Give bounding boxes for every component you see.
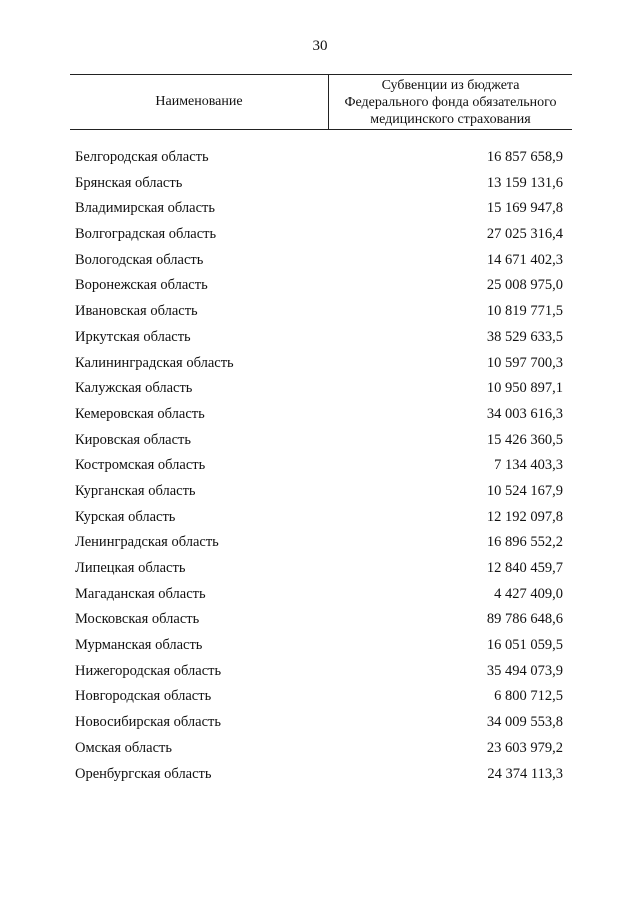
table-row: [0, 762, 640, 788]
subvention-amount: 35 494 073,9: [486, 662, 563, 679]
region-name: Курская область: [75, 508, 176, 525]
table-row: [0, 222, 640, 248]
subvention-amount: 10 950 897,1: [486, 380, 563, 397]
table-row: [0, 607, 640, 633]
table-row: [0, 145, 640, 171]
region-name: Магаданская область: [75, 585, 206, 602]
subvention-amount: 4 427 409,0: [494, 585, 563, 602]
table-row: [0, 710, 640, 736]
subvention-amount: 10 597 700,3: [486, 354, 563, 371]
subvention-amount: 15 426 360,5: [486, 431, 563, 448]
region-name: Белгородская область: [75, 149, 209, 165]
subvention-amount: 38 529 633,5: [486, 328, 563, 345]
region-name: Нижегородская область: [75, 662, 222, 679]
table-row: [0, 299, 640, 325]
subvention-amount: 27 025 316,4: [486, 226, 563, 243]
region-name: Костромская область: [75, 457, 206, 474]
table-row: [0, 530, 640, 556]
table-row: [0, 556, 640, 582]
region-name: Иркутская область: [75, 328, 191, 345]
header-value-line: Федерального фонда обязательного: [344, 94, 557, 110]
header-name-column: Наименование: [70, 75, 329, 129]
table-body: [0, 145, 640, 787]
table-row: [0, 273, 640, 299]
table-row: [0, 196, 640, 222]
subvention-amount: 15 169 947,8: [486, 200, 563, 217]
subvention-amount: 16 051 059,5: [486, 637, 563, 654]
table-header: [70, 74, 572, 130]
subvention-amount: 34 009 553,8: [486, 714, 563, 731]
region-name: Липецкая область: [75, 560, 186, 576]
region-name: Вологодская область: [75, 251, 204, 268]
region-name: Ивановская область: [75, 303, 198, 320]
table-row: [0, 248, 640, 274]
subvention-amount: 12 840 459,7: [486, 560, 563, 576]
table-row: [0, 171, 640, 197]
region-name: Ленинградская область: [75, 534, 219, 551]
region-name: Воронежская область: [75, 277, 208, 294]
region-name: Калининградская область: [75, 354, 234, 371]
region-name: Кировская область: [75, 431, 192, 448]
subvention-amount: 6 800 712,5: [494, 688, 563, 705]
page-number: 30: [312, 38, 328, 54]
table-row: [0, 505, 640, 531]
region-name: Новосибирская область: [75, 714, 221, 731]
table-row: [0, 351, 640, 377]
table-row: [0, 479, 640, 505]
subvention-amount: 10 819 771,5: [486, 303, 563, 320]
subvention-amount: 7 134 403,3: [494, 457, 563, 474]
region-name: Курганская область: [75, 482, 196, 499]
region-name: Московская область: [75, 611, 200, 628]
subvention-amount: 16 857 658,9: [486, 149, 563, 165]
region-name: Оренбургская область: [75, 765, 212, 782]
region-name: Кемеровская область: [75, 405, 205, 422]
table-row: [0, 376, 640, 402]
table-row: [0, 736, 640, 762]
subvention-amount: 14 671 402,3: [486, 251, 563, 268]
table-row: [0, 582, 640, 608]
table-row: [0, 659, 640, 685]
subvention-amount: 89 786 648,6: [486, 611, 563, 628]
region-name: Волгоградская область: [75, 226, 217, 243]
header-value-column: [329, 75, 572, 129]
subvention-amount: 25 008 975,0: [486, 277, 563, 294]
table-row: [0, 453, 640, 479]
table-row: [0, 633, 640, 659]
subvention-amount: 10 524 167,9: [486, 482, 563, 499]
region-name: Новгородская область: [75, 688, 212, 705]
region-name: Омская область: [75, 739, 172, 756]
table-row: [0, 402, 640, 428]
region-name: Владимирская область: [75, 200, 215, 217]
subvention-amount: 23 603 979,2: [486, 739, 563, 756]
region-name: Брянская область: [75, 174, 183, 191]
table-row: [0, 684, 640, 710]
region-name: Калужская область: [75, 380, 193, 397]
subvention-amount: 24 374 113,3: [487, 765, 563, 782]
region-name: Мурманская область: [75, 637, 203, 654]
subvention-amount: 34 003 616,3: [486, 405, 563, 422]
header-value-line: медицинского страхования: [370, 111, 531, 127]
subvention-amount: 12 192 097,8: [486, 508, 563, 525]
subvention-amount: 16 896 552,2: [486, 534, 563, 551]
header-value-line: Субвенции из бюджета: [381, 77, 520, 93]
table-row: [0, 428, 640, 454]
subvention-amount: 13 159 131,6: [486, 174, 563, 191]
table-row: [0, 325, 640, 351]
